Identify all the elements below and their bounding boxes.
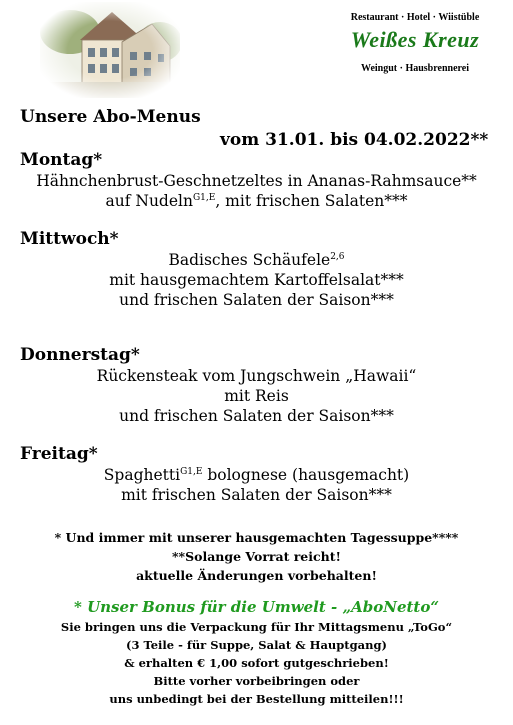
dish-line: Hähnchenbrust-Geschnetzeltes in Ananas-Rahmsauce** (36, 172, 477, 190)
day-heading-donnerstag: Donnerstag* (20, 345, 140, 365)
bonus-line: Sie bringen uns die Verpackung für Ihr Mittagsmenu „ToGo“ (60, 620, 453, 634)
header-tagline-top: Restaurant · Hotel · Wiistüble (350, 12, 480, 23)
day-heading-montag: Montag* (20, 150, 103, 170)
note-changes: aktuelle Änderungen vorbehalten! (136, 568, 377, 583)
page-title: Unsere Abo-Menus (20, 107, 201, 127)
bonus-title: * Unser Bonus für die Umwelt - „AboNetto“ (74, 598, 439, 616)
dish-line: mit Reis (224, 387, 289, 405)
note-stock: **Solange Vorrat reicht! (172, 549, 341, 564)
brand-name: Weißes Kreuz (350, 27, 480, 52)
dish-line: Spaghetti$^{G1,E}$ bolognese (hausgemacht) (103, 466, 410, 484)
dish-line: Rückensteak vom Jungschwein „Hawaii“ (96, 367, 417, 385)
day-heading-freitag: Freitag* (20, 444, 98, 464)
dish-line: mit frischen Salaten der Saison*** (121, 486, 392, 504)
bonus-line: uns unbedingt bei der Bestellung mitteilen!!! (109, 692, 404, 706)
bonus-line: & erhalten € 1,00 sofort gutgeschrieben! (124, 656, 389, 670)
dish-line: und frischen Salaten der Saison*** (119, 407, 394, 425)
dish-line: auf Nudeln$^{G1,E}$, mit frischen Salaten*** (105, 192, 408, 210)
note-soup: * Und immer mit unserer hausgemachten Tagessuppe**** (54, 530, 459, 545)
dish-line: mit hausgemachtem Kartoffelsalat*** (109, 271, 404, 289)
bonus-line: (3 Teile - für Suppe, Salat & Hauptgang) (126, 638, 387, 652)
bonus-line: Bitte vorher vorbeibringen oder (153, 674, 360, 688)
header-tagline-bottom: Weingut · Hausbrennerei (361, 63, 469, 74)
dish-line: Badisches Schäufele$^{2,6}$ (168, 251, 345, 269)
hotel-building-photo (40, 2, 180, 98)
day-heading-mittwoch: Mittwoch* (20, 229, 119, 249)
date-range: vom 31.01. bis 04.02.2022** (220, 130, 489, 150)
dish-line: und frischen Salaten der Saison*** (119, 291, 394, 309)
